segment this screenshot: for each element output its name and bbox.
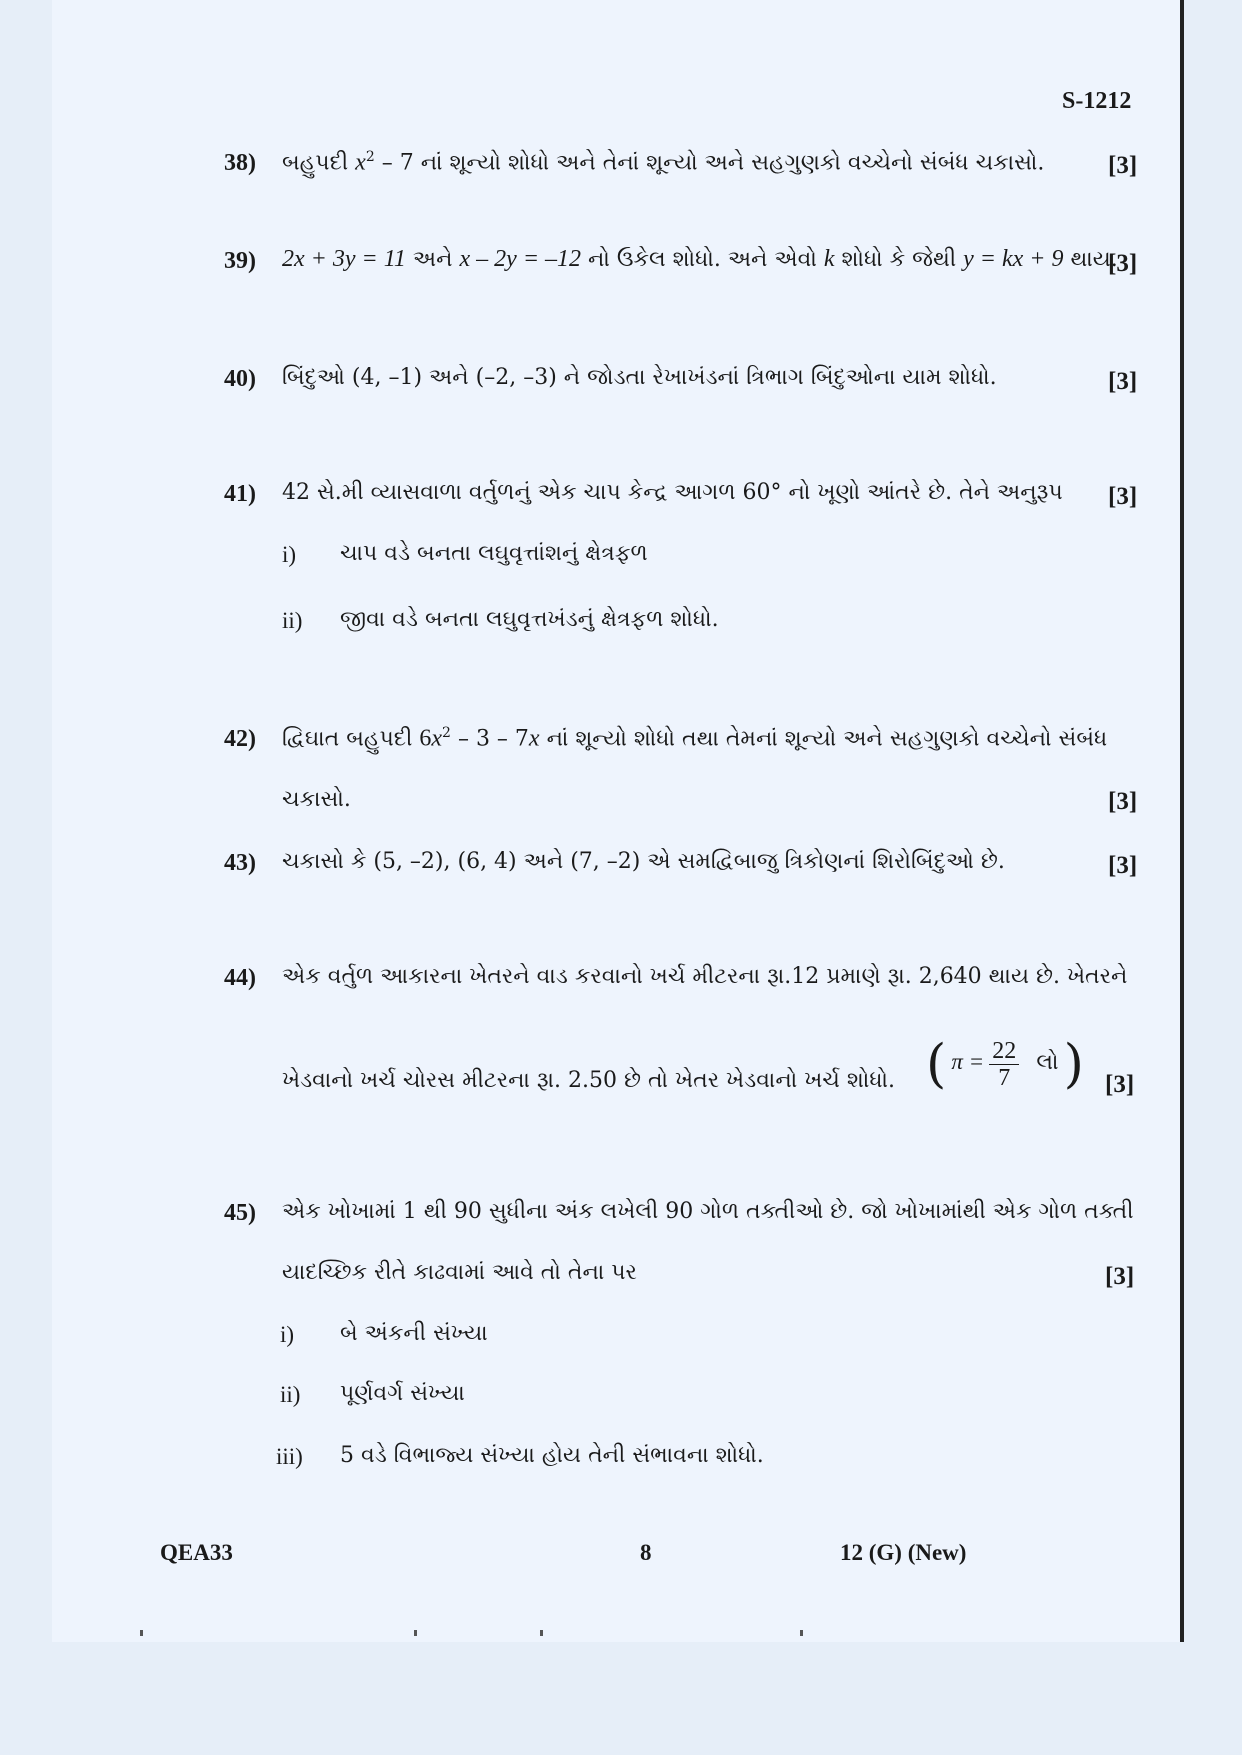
q41-sub-i-text: ચાપ વડે બનતા લઘુવૃત્તાંશનું ક્ષેત્રફળ: [340, 541, 648, 566]
q44-text-line2: ખેડવાનો ખર્ચ ચોરસ મીટરના રૂા. 2.50 છે તો ખેતર ખેડવાનો ખર્ચ શોધો.: [282, 1068, 896, 1093]
q41-sub-ii-label: ii): [282, 608, 303, 633]
q45-sub-iii-text: 5 વડે વિભાજ્ય સંખ્યા હોય તેની સંભાવના શોધો.: [340, 1443, 764, 1468]
q44-pi-note: [926, 1034, 1084, 1095]
q45-sub-i-label: i): [280, 1322, 295, 1347]
q43-marks: [3]: [1108, 852, 1138, 879]
q42-marks: [3]: [1108, 788, 1138, 815]
q38-text: બહુપદી $x^2 - 7$ નાં શૂન્યો શોધો અને તેનાં શૂન્યો અને સહગુણકો વચ્ચેનો સંબંધ ચકાસો.: [282, 149, 1045, 176]
q39-number: 39): [224, 248, 256, 274]
scan-speck: [414, 1630, 417, 1636]
q41-sub-i-label: i): [282, 542, 297, 567]
q41-number: 41): [224, 481, 256, 507]
q39-marks: [3]: [1108, 250, 1138, 277]
q45-sub-i-text: બે અંકની સંખ્યા: [340, 1321, 488, 1346]
pi-suffix: લો: [1036, 1050, 1059, 1075]
q45-number: 45): [224, 1200, 256, 1226]
left-paren: (: [926, 1034, 947, 1095]
q44-text: એક વર્તુળ આકારના ખેતરને વાડ કરવાનો ખર્ચ મીટરના રૂા.12 પ્રમાણે રૂા. 2,640 થાય છે. ખેતરને: [282, 964, 1128, 989]
pi-lhs: π =: [951, 1049, 985, 1074]
q43-text: ચકાસો કે (5, –2), (6, 4) અને (7, –2) એ સમદ્વિબાજુ ત્રિકોણનાં શિરોબિંદુઓ છે.: [282, 849, 1005, 874]
q45-sub-ii-text: પૂર્ણવર્ગ સંખ્યા: [340, 1381, 465, 1406]
scan-speck: [800, 1630, 803, 1636]
scan-speck: [140, 1630, 143, 1636]
q38-number: 38): [224, 150, 256, 176]
q45-sub-ii-label: ii): [280, 1382, 301, 1407]
footer-medium: 12 (G) (New): [840, 1540, 967, 1565]
footer-code: QEA33: [160, 1540, 233, 1565]
q41-marks: [3]: [1108, 483, 1138, 510]
q40-marks: [3]: [1108, 368, 1138, 395]
q44-marks: [3]: [1105, 1071, 1135, 1098]
q45-marks: [3]: [1105, 1263, 1135, 1290]
q42-number: 42): [224, 726, 256, 752]
q41-text: 42 સે.મી વ્યાસવાળા વર્તુળનું એક ચાપ કેન્દ્ર આગળ 60° નો ખૂણો આંતરે છે. તેને અનુરૂપ: [282, 480, 1063, 505]
pi-fraction-numerator: 22: [989, 1038, 1019, 1065]
q45-sub-iii-label: iii): [276, 1444, 303, 1469]
page-number: 8: [640, 1540, 652, 1565]
paper-code: S-1212: [1062, 88, 1132, 114]
scan-speck: [540, 1630, 543, 1636]
q40-text: બિંદુઓ (4, –1) અને (–2, –3) ને જોડતા રેખાખંડનાં ત્રિભાગ બિંદુઓના યામ શોધો.: [282, 365, 997, 390]
pi-fraction: [989, 1038, 1019, 1091]
q41-sub-ii-text: જીવા વડે બનતા લઘુવૃત્તખંડનું ક્ષેત્રફળ શોધો.: [340, 607, 719, 632]
q45-text-line2: યાદચ્છિક રીતે કાઢવામાં આવે તો તેના પર: [282, 1260, 637, 1285]
q39-text: 2x + 3y = 11 અને x – 2y = –12 નો ઉકેલ શોધો. અને એવો k શોધો કે જેથી y = kx + 9 થાય.: [282, 246, 1118, 272]
q43-number: 43): [224, 850, 256, 876]
q42-text-line2: ચકાસો.: [282, 787, 351, 812]
q40-number: 40): [224, 366, 256, 392]
q42-text: દ્વિઘાત બહુપદી $6x^2 - 3 - 7x$ નાં શૂન્યો શોધો તથા તેમનાં શૂન્યો અને સહગુણકો વચ્ચેનો સંબંધ: [282, 725, 1108, 752]
q44-number: 44): [224, 965, 256, 991]
q45-text: એક ખોખામાં 1 થી 90 સુધીના અંક લખેલી 90 ગોળ તક્તીઓ છે. જો ખોખામાંથી એક ગોળ તક્તી: [282, 1199, 1134, 1224]
page-edge-shadow: [1180, 0, 1184, 1642]
right-paren: ): [1063, 1034, 1084, 1095]
pi-fraction-denominator: 7: [998, 1065, 1011, 1091]
q38-marks: [3]: [1108, 152, 1138, 179]
